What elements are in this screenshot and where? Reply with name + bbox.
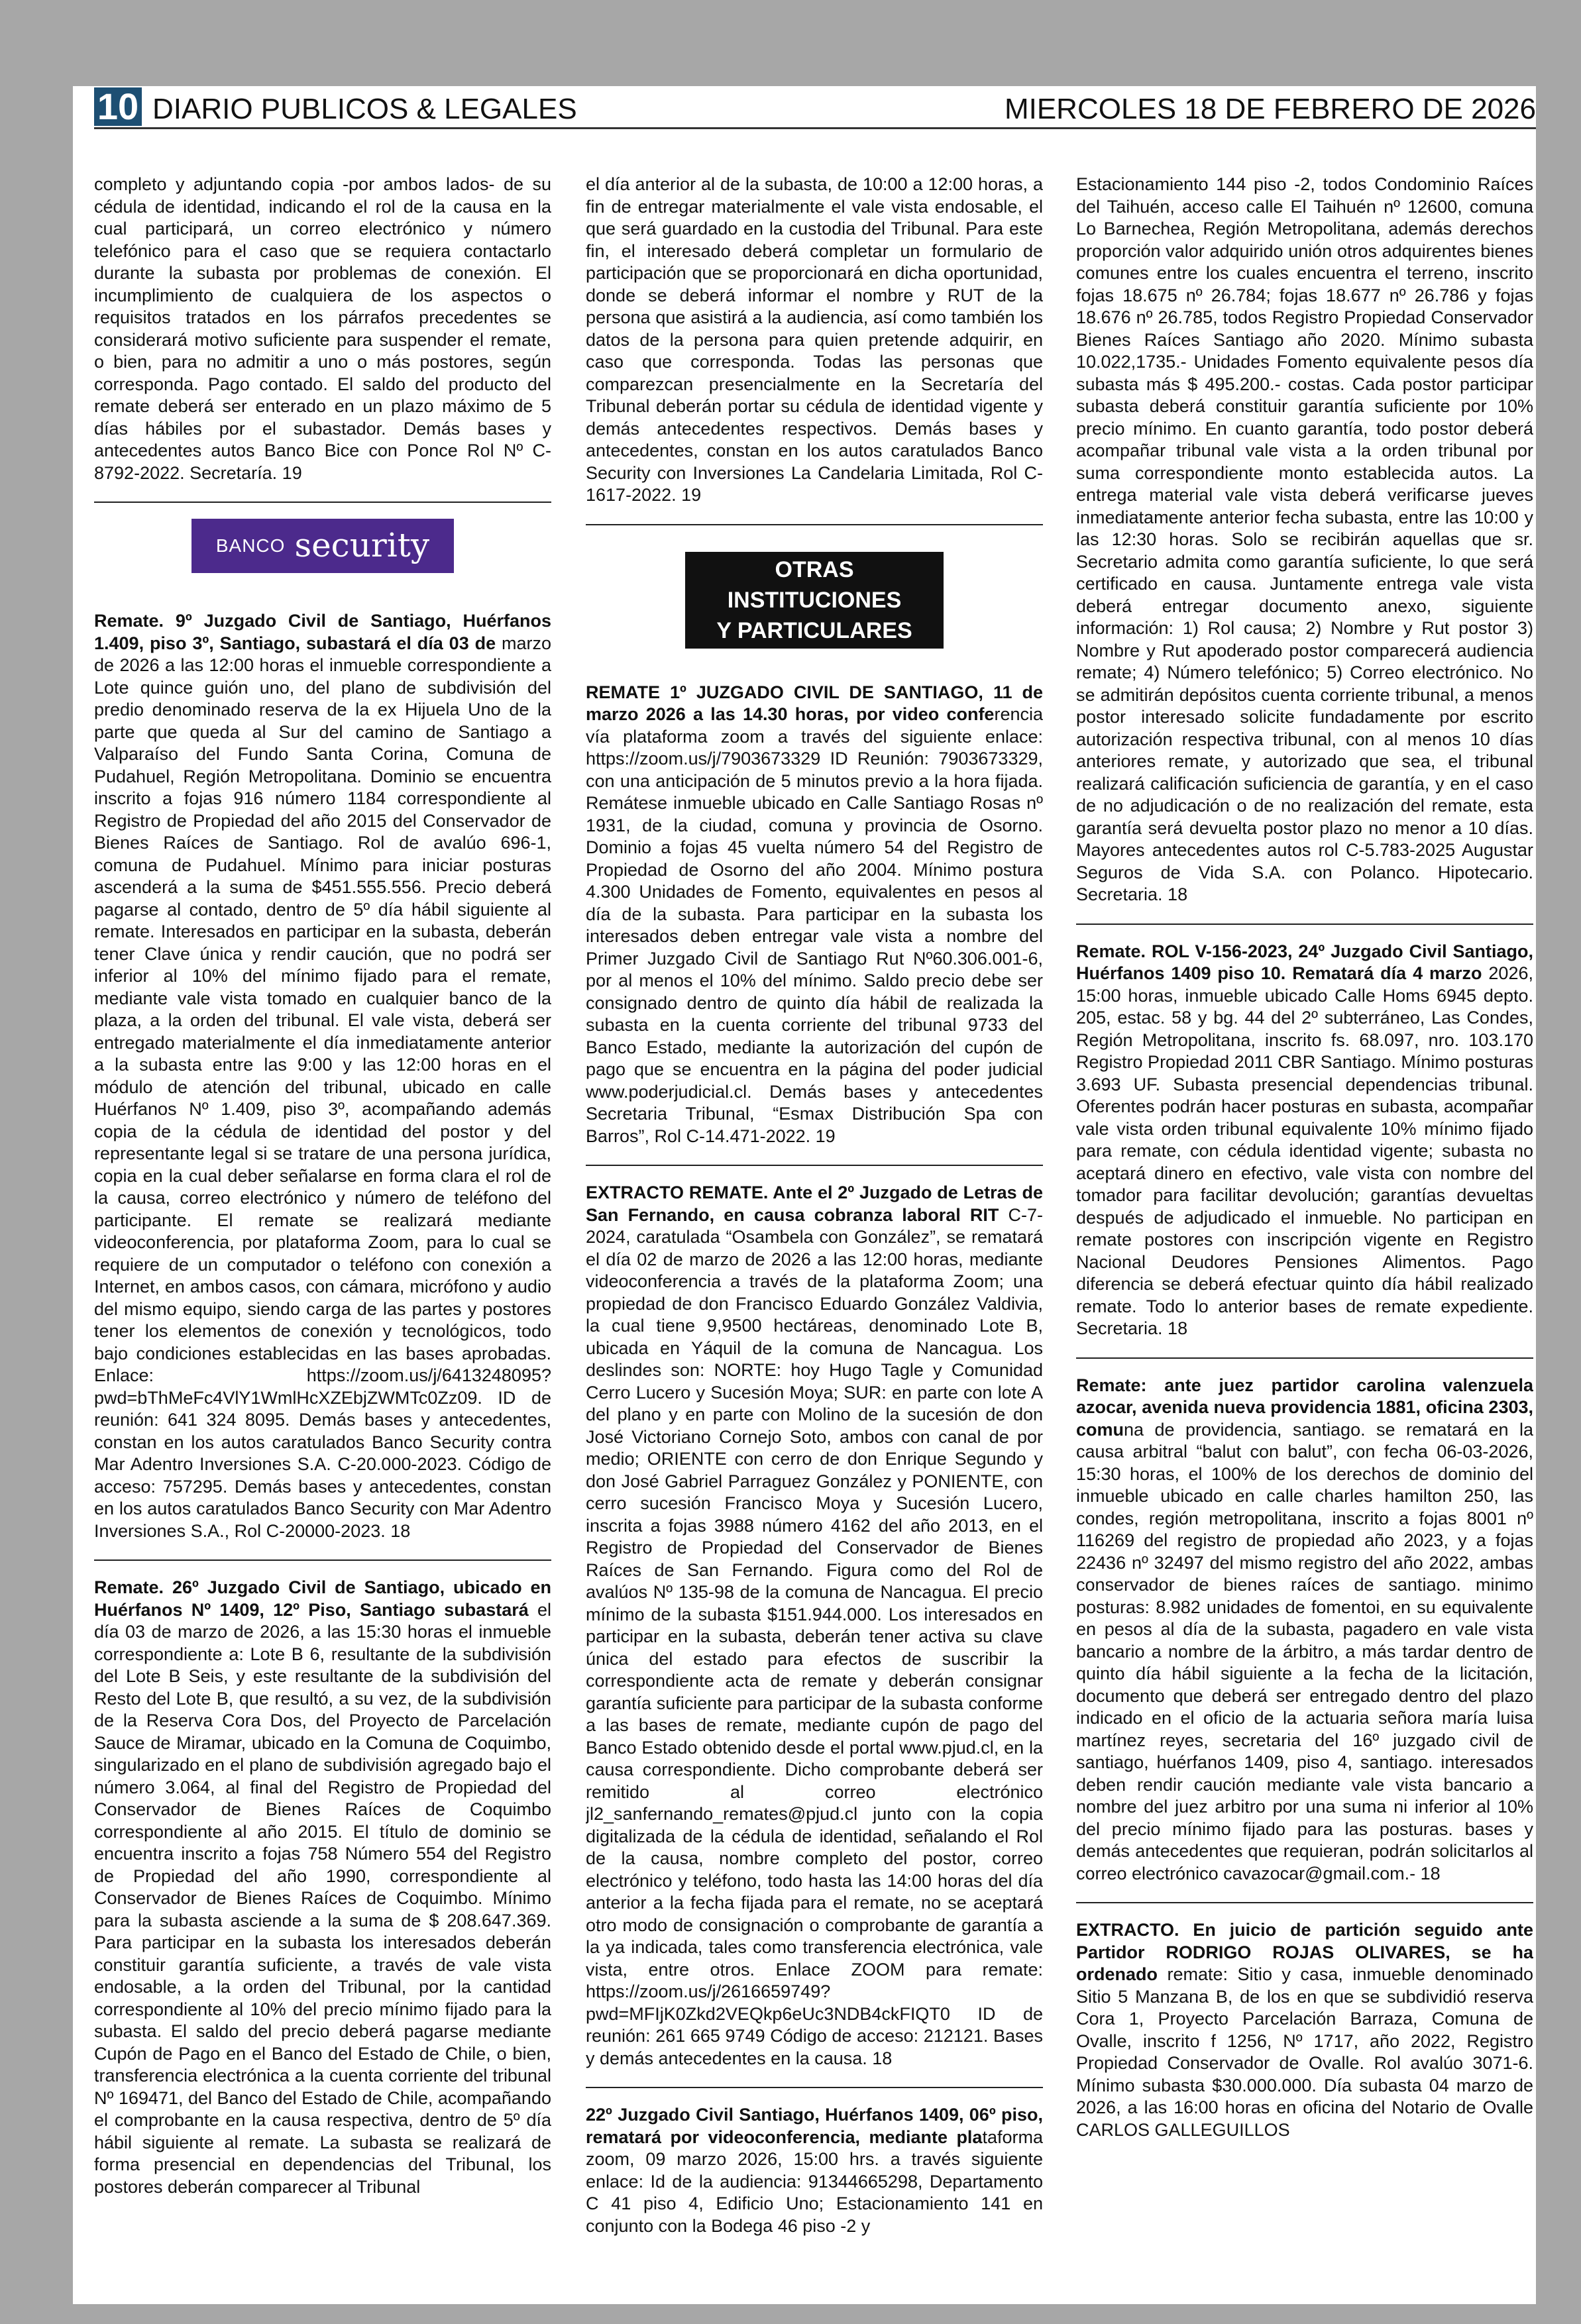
notice-divider [586, 2087, 1043, 2088]
page-header [94, 86, 1536, 129]
section-heading-otras-instituciones [685, 552, 944, 649]
notice-divider [1076, 924, 1533, 925]
notice-body: marzo de 2026 a las 12:00 horas el inmueble correspondiente a Lote quince guión uno, del plano de subdivisión del predio denominado reserva de la ex Hijuela Uno de la parte que queda al Sur del camino de Santiago a Valparaíso del Fundo Santa Corina, Comuna de Pudahuel, Región Metropolitana. Dominio se encuentra inscrito a fojas 916 número 1184 correspondiente al Registro de Propiedad del año 2015 del Conservador de Bienes Raíces de Santiago. Rol de avalúo 696-1, comuna de Pudahuel. Mínimo para iniciar posturas ascenderá a la suma de $451.555.556. Precio deberá pagarse al contado, dentro de 5º día hábil siguiente al remate. Interesados en participar en la subasta, deberán tener Clave única y rendir caución, que no podrá ser inferior al 10% del mínimo fijado para el remate, mediante vale vista tomado en cualquier banco de la plaza, a la orden del tribunal. El vale vista, deberá ser entregado materialmente el día inmediatamente anterior a la subasta entre las 9:00 y las 12:00 horas en el módulo de atención del tribunal, ubicado en calle Huérfanos Nº 1.409, piso 3º, acompañando además copia de la cédula de identidad del postor y del representante legal si se tratare de una persona jurídica, copia en la cual deber señalarse en forma clara el rol de la causa, correo electrónico y número de teléfono del participante. El remate se realizará mediante videoconferencia, por plataforma Zoom, para lo cual se requiere de un computador o teléfono con conexión a Internet, en ambos casos, con cámara, micrófono y audio del mismo equipo, siendo carga de las partes y postores tener los elementos de conexión y tecnológicos, todo bajo condiciones establecidas en las bases aprobadas. Enlace: https://zoom.us/j/6413248095?pwd=bThMeFc4VlY1WmlHcXZEbjZWMTc0Zz09. ID de reunión: 641 324 8095. Demás bases y antecedentes, constan en los autos caratulados Banco Security contra Mar Adentro Inversiones S.A. C-20.000-2023. Código de acceso: 757295. Demás bases y antecedentes, constan en los autos caratulados Banco Security con Mar Adentro Inversiones S.A., Rol C-20000-2023. 18 [94, 633, 551, 1541]
page-frame-right [1536, 0, 1581, 2324]
notice-divider [94, 502, 551, 503]
notice [1076, 941, 1533, 1340]
notice-divider [586, 524, 1043, 525]
notice-heading: Remate. 9º Juzgado Civil de Santiago, Huérfanos 1.409, piso 3º, Santiago, subastará el día 03 de [94, 611, 551, 653]
header-rule [94, 127, 1536, 129]
notice-heading: Remate. ROL V-156-2023, 24º Juzgado Civil Santiago, Huérfanos 1409 piso 10. Rematará día 4 marzo [1076, 941, 1533, 983]
notice-continuation: completo y adjuntando copia -por ambos lados- de su cédula de identidad, indicando el rol de la causa en la cual participará, un correo electrónico y número telefónico para el caso que se requiera contactarlo durante la subasta por problemas de conexión. El incumplimiento de cualquiera de los aspectos o requisitos tratados en los párrafos precedentes se considerará motivo suficiente para suspender el remate, o bien, para no admitir a uno o más postores, según corresponda. Pago contado. El saldo del producto del remate deberá ser enterado en un plazo máximo de 5 días hábiles por el subastador. Demás bases y antecedentes autos Banco Bice con Ponce Rol Nº C-8792-2022. Secretaría. 19 [94, 174, 551, 483]
banner-bank-label: BANCO [215, 535, 286, 556]
banner-security-label: security [294, 526, 430, 565]
column-2 [586, 174, 1043, 2294]
notice-body: el día 03 de marzo de 2026, a las 15:30 horas el inmueble correspondiente a: Lote B 6, resultante de la subdivisión del Lote B Seis, y este resultante de la subdivisión del Resto del Lote B, que resultó, a su vez, de la subdivisión de la Reserva Cora Dos, del Proyecto de Parcelación Sauce de Miramar, ubicado en la Comuna de Coquimbo, singularizado en el plano de subdivisión agregado bajo el número 3.064, al final del Registro de Propiedad del Conservador de Bienes Raíces de Coquimbo correspondiente al año 2015. El título de dominio se encuentra inscrito a fojas 758 Número 554 del Registro de Propiedad del año 1990, correspondiente al Conservador de Bienes Raíces de Coquimbo. Mínimo para la subasta asciende a la suma de $ 208.647.369. Para participar en la subasta los interesados deberán constituir garantía suficiente, a través de vale vista endosable, a la orden del Tribunal, por la cantidad correspondiente al 10% del precio mínimo fijado para la subasta. El saldo del precio deberá pagarse mediante Cupón de Pago en el Banco del Estado de Chile, o bien, transferencia electrónica a la cuenta corriente del tribunal Nº 169471, del Banco del Estado de Chile, acompañando el comprobante en la causa respectiva, dentro de 5º día hábil siguiente al remate. La subasta se realizará de forma presencial en dependencias del Tribunal, los postores deberán comparecer al Tribunal [94, 1599, 551, 2197]
page-number: 10 [94, 87, 142, 126]
notice-divider [1076, 1357, 1533, 1359]
banco-security-logo [191, 519, 454, 573]
notice [1076, 1375, 1533, 1885]
notice-heading: EXTRACTO. En juicio de partición seguido ante Partidor RODRIGO ROJAS OLIVARES, se ha ordenado [1076, 1920, 1533, 1984]
newspaper-name: DIARIO PUBLICOS & LEGALES [152, 93, 577, 125]
notice-body: C-7-2024, caratulada “Osambela con González”, se rematará el día 02 de marzo de 2026 a las 12:00 horas, mediante videoconferencia a través de la plataforma Zoom; una propiedad de don Francisco Eduardo González Valdivia, la cual tiene 9,9500 hectáreas, denominado Lote B, ubicada en Yáquil de la comuna de Nancagua. Los deslindes son: NORTE: hoy Hugo Tagle y Comunidad Cerro Lucero y Sucesión Moya; SUR: en parte con lote A del plano y en parte con Molino de la sucesión de don José Victoriano Cornejo Soto, ambos con canal de por medio; ORIENTE con cerro de don Enrique Segundo y don José Gabriel Parraguez González y PONIENTE, con cerro sucesión Francisco Moya y Sucesión Lucero, inscrita a fojas 3988 número 4162 del año 2013, en el Registro de Propiedad del Conservador de Bienes Raíces de San Fernando. Figura como del Rol de avalúos Nº 135-98 de la comuna de Nancagua. El precio mínimo de la subasta $151.944.000. Los interesados en participar en la subasta, deberán tener activa su clave única del estado para efectos de suscribir la correspondiente acta de remate y deberán consignar garantía suficiente para participar de la subasta conforme a las bases de remate, mediante cupón de pago del Banco Estado obtenido desde el portal www.pjud.cl, en la causa correspondiente. Dicho comprobante deberá ser remitido al correo electrónico jl2_sanfernando_remates@pjud.cl junto con la copia digitalizada de la cédula de identidad, señalando el Rol de la causa, nombre completo del postor, correo electrónico y teléfono, todo hasta las 14:00 horas del día anterior a la fecha fijada para el remate, no se aceptará otro modo de consignación o comprobante de garantía a la ya indicada, tales como transferencia electrónica, vale vista, entre otros. Enlace ZOOM para remate: https://zoom.us/j/2616659749?pwd=MFIjK0Zkd2VEQkp6eUc3NDB4ckFIQT0 ID de reunión: 261 665 9749 Código de acceso: 212121. Bases y demás antecedentes en la causa. 18 [586, 1204, 1043, 2068]
notice-heading: Remate. 26º Juzgado Civil de Santiago, ubicado en Huérfanos Nº 1409, 12º Piso, Santiago subastará [94, 1577, 551, 1620]
notice-body: na de providencia, santiago. se rematará en la causa arbitral “balut con balut”, con fecha 06-03-2026, 15:30 horas, el 100% de los derechos de dominio del inmueble ubicado en calle charles hamilton 250, las condes, región metropolitana, inscrito a fojas 8001 nº 116269 del registro de propiedad año 2023, y a fojas 22436 nº 32497 del mismo registro del año 2022, ambas conservador de bienes raíces de santiago. minimo posturas: 8.982 unidades de fomentoi, en su equivalente en pesos al día de la subasta, pagadero en vale vista bancario a nombre de la árbitro, a más tardar dentro de quinto día hábil siguiente a la fecha de la licitación, documento que deberá ser entregado dentro del plazo indicado en el oficio de la actuaria señora maría luisa martínez reyes, secretaria del 16º juzgado civil de santiago, huérfanos 1409, piso 4, santiago. interesados deben rendir caución mediante vale vista bancario a nombre del juez arbitro por una suma ni inferior al 10% del precio mínimo fijado para las posturas. bases y demás antecedentes que requieran, podrán solicitarlos al correo electrónico cavazocar@gmail.com.- 18 [1076, 1419, 1533, 1883]
notice [586, 2104, 1043, 2237]
notice-continuation: Estacionamiento 144 piso -2, todos Condominio Raíces del Taihuén, acceso calle El Taihuén nº 12600, comuna Lo Barnechea, Región Metropolitana, además derechos proporción valor adquirido unión otros adquirentes bienes comunes entre los cuales encuentra el terreno, inscrito fojas 18.675 nº 26.784; fojas 18.677 nº 26.786 y fojas 18.676 nº 26.785, todos Registro Propiedad Conservador Bienes Raíces Santiago año 2020. Mínimo subasta 10.022,1735.- Unidades Fomento equivalente pesos día subasta más $ 495.200.- costas. Cada postor participar subasta deberá constituir garantía suficiente por 10% precio mínimo. En cuanto garantía, todo postor deberá acompañar tribunal vale vista a la orden tribunal por suma correspondiente monto establecida autos. La entrega material vale vista deberá verificarse jueves inmediatamente anterior fecha subasta, entre las 10:00 y las 12:30 horas. Solo se recibirán aquellas que sr. Secretario admita como garantía suficiente, lo que será certificado en causa. Juntamente entrega vale vista deberá entregar documento anexo, siguiente información: 1) Rol causa; 2) Nombre y Rut postor 3) Nombre y Rut apoderado postor comparecerá audiencia remate; 4) Número telefónico; 5) Correo electrónico. No se admitirán depósitos cuenta corriente tribunal, a menos postor interesado solicite fundadamente por escrito autorización respectiva tribunal, con al menos 10 días anteriores remate, y autorizado que sea, el tribunal realizará calificación suficiencia de garantía, y en el caso de no adjudicación o de no realización del remate, esta garantía será devuelta postor plazo no menor a 10 días. Mayores antecedentes autos rol C-5.783-2025 Augustar Seguros de Vida S.A. con Polanco. Hipotecario. Secretaria. 18 [1076, 174, 1533, 904]
notice [94, 610, 551, 1542]
notice-continuation: el día anterior al de la subasta, de 10:00 a 12:00 horas, a fin de entregar materialmente el vale vista endosable, el que será guardado en la custodia del Tribunal. Para este fin, el interesado deberá completar un formulario de participación que se proporcionará en dicha oportunidad, donde se deberá informar el nombre y RUT de la persona que asistirá a la audiencia, así como también los datos de la persona para quien pretende adquirir, en caso que corresponda. Todas las personas que comparezcan presencialmente en la Secretaría del Tribunal deberán portar su cédula de identidad vigente y demás antecedentes respectivos. Demás bases y antecedentes, constan en los autos caratulados Banco Security con Inversiones La Candelaria Limitada, Rol C-1617-2022. 19 [586, 174, 1043, 505]
notice-divider [1076, 1902, 1533, 1903]
notice-heading: EXTRACTO REMATE. Ante el 2º Juzgado de Letras de San Fernando, en causa cobranza laboral RIT [586, 1183, 1043, 1225]
notice-body: 2026, 15:00 horas, inmueble ubicado Calle Homs 6945 depto. 205, estac. 58 y bg. 44 del 2º subterráneo, Las Condes, Región Metropolitana, inscrito fs. 68.097, nro. 103.170 Registro Propiedad 2011 CBR Santiago. Mínimo posturas 3.693 UF. Subasta presencial dependencias tribunal. Oferentes podrán hacer posturas en subasta, acompañar vale vista orden tribunal equivalente 10% mínimo fijado para remate, con cédula identidad vigente; subasta no aceptará dinero en efectivo, vale vista con nombre del tomador para facilitar devolución; garantías devueltas después de adjudicado el inmueble. No participan en remate postores con inscripción vigente en Registro Nacional Deudores Pensiones Alimentos. Pago diferencia se deberá efectuar quinto día hábil realizado remate. Todo lo anterior bases de remate expediente. Secretaria. 18 [1076, 963, 1533, 1338]
notice-divider [586, 1165, 1043, 1166]
notice-divider [94, 1559, 551, 1561]
notice-heading: 22º Juzgado Civil Santiago, Huérfanos 1409, 06º piso, rematará por videoconferencia, mediante pla [586, 2105, 1043, 2147]
column-3 [1076, 174, 1533, 2294]
column-1 [94, 174, 551, 2294]
section-heading-line-1: OTRAS INSTITUCIONES [727, 556, 902, 613]
notice [586, 1182, 1043, 2070]
page-frame-top [0, 0, 1581, 86]
notice-body: taforma zoom, 09 marzo 2026, 15:00 hrs. a través siguiente enlace: Id de la audiencia: 91344665298, Departamento C 41 piso 4, Edificio Uno; Estacionamiento 141 en conjunto con la Bodega 46 piso -2 y [586, 2127, 1043, 2236]
notice-body: rencia vía plataforma zoom a través del siguiente enlace: https://zoom.us/j/7903673329 ID Reunión: 7903673329, con una anticipación de 5 minutos previo a la hora fijada. Remátese inmueble ubicado en Calle Santiago Rosas nº 1931, de la ciudad, comuna y provincia de Osorno. Dominio a fojas 45 vuelta número 54 del Registro de Propiedad de Osorno del año 2004. Mínimo postura 4.300 Unidades de Fomento, equivalentes en pesos al día de la subasta. Para participar en la subasta los interesados deben entregar vale vista a nombre del Primer Juzgado Civil de Santiago Rut Nº60.306.001-6, por al menos el 10% del mínimo. Saldo precio debe ser consignado dentro de quinto día hábil de realizada la subasta en la cuenta corriente del tribunal 9733 del Banco Estado, mediante la autorización del cupón de pago que se encuentra en la página del poder judicial www.poderjudicial.cl. Demás bases y antecedentes Secretaria Tribunal, “Esmax Distribución Spa con Barros”, Rol C-14.471-2022. 19 [586, 704, 1043, 1146]
issue-date: MIERCOLES 18 DE FEBRERO DE 2026 [1004, 93, 1536, 125]
notice-heading: Remate: ante juez partidor carolina valenzuela azocar, avenida nueva providencia 1881, oficina 2303, comu [1076, 1375, 1533, 1440]
notice-body: remate: Sitio y casa, inmueble denominado Sitio 5 Manzana B, de los en que se subdividió reserva Cora 1, Proyecto Parcelación Barraza, Comuna de Ovalle, inscrito f 1256, Nº 1717, año 2022, Registro Propiedad Conservador de Ovalle. Rol avalúo 3071-6. Mínimo subasta $30.000.000. Día subasta 04 marzo de 2026, a las 16:00 horas en oficina del Notario de Ovalle CARLOS GALLEGUILLOS [1076, 1964, 1533, 2140]
notice-heading: REMATE 1º JUZGADO CIVIL DE SANTIAGO, 11 de marzo 2026 a las 14.30 horas, por video confe [586, 682, 1043, 724]
notice [586, 682, 1043, 1148]
section-heading-line-2: Y PARTICULARES [716, 617, 912, 643]
page-frame-left [0, 0, 73, 2324]
notice [94, 1577, 551, 2198]
notice [1076, 1919, 1533, 2141]
page-frame-bottom [0, 2304, 1581, 2324]
